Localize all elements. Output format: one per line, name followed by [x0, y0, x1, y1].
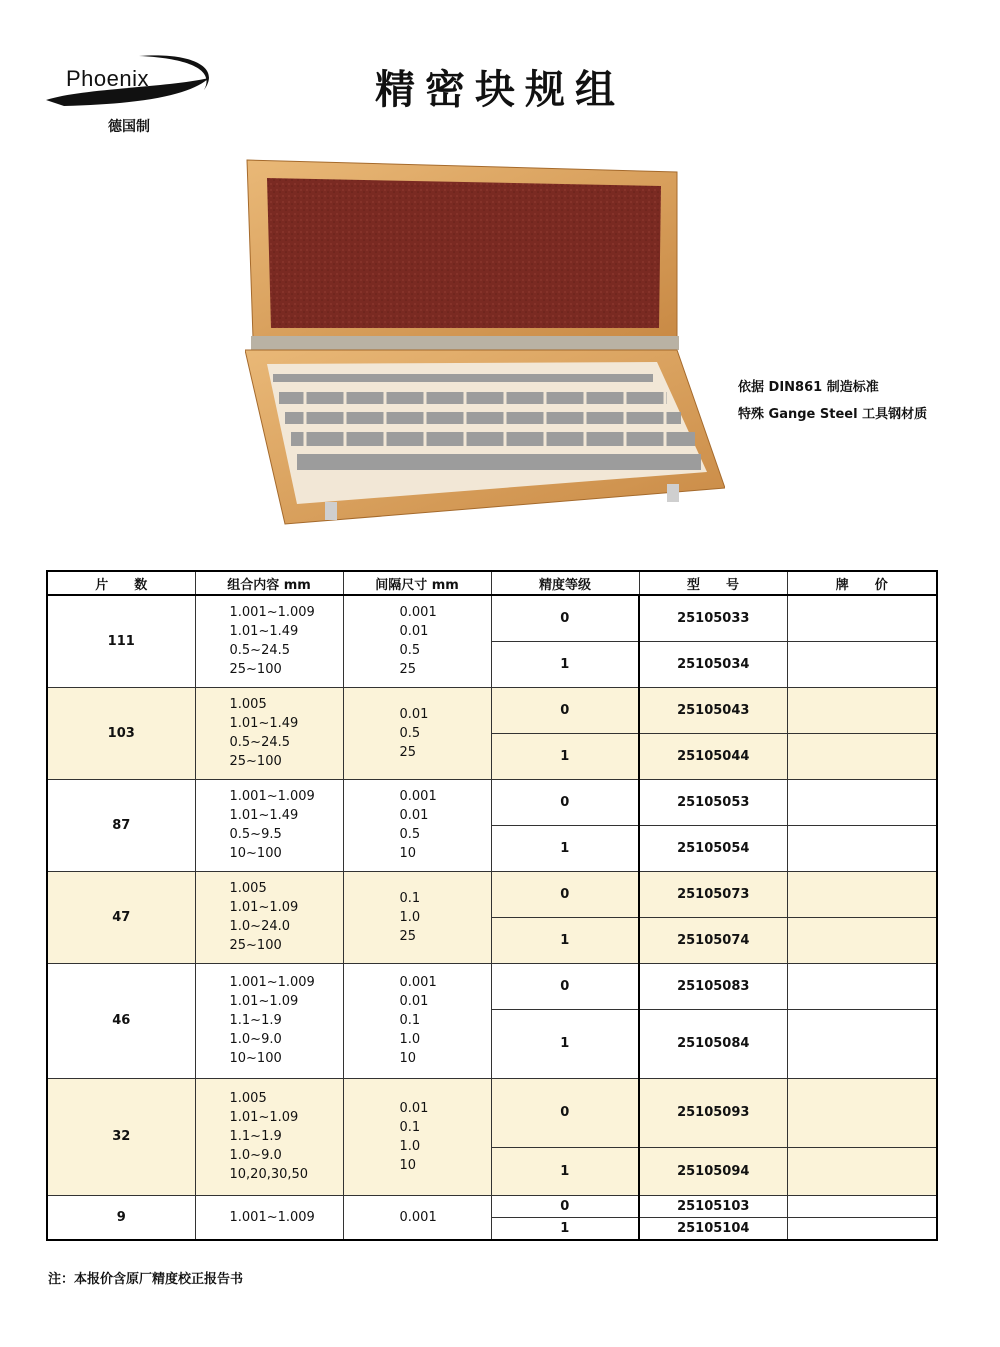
ranges-cell	[195, 871, 343, 963]
step-line: 0.001	[399, 975, 437, 990]
count-cell: 32	[47, 1078, 195, 1195]
step-line: 0.1	[399, 1013, 421, 1028]
range-line: 1.01~1.49	[229, 624, 299, 640]
spec-lines	[738, 374, 927, 428]
range-line: 1.001~1.009	[229, 605, 315, 621]
step-line: 0.001	[399, 605, 437, 621]
range-line: 1.01~1.09	[229, 1110, 299, 1125]
step-line: 1.0	[399, 1032, 421, 1047]
grade-cell: 1	[491, 641, 639, 687]
model-cell: 25105074	[639, 917, 787, 963]
model-cell: 25105053	[639, 779, 787, 825]
brand-name: Phoenix	[66, 66, 150, 91]
model-cell: 25105054	[639, 825, 787, 871]
grade-cell: 1	[491, 917, 639, 963]
range-line: 25~100	[229, 662, 282, 678]
ranges-cell	[195, 1195, 343, 1240]
model-cell: 25105104	[639, 1217, 787, 1240]
grade-cell: 1	[491, 733, 639, 779]
header-count: 片 数	[47, 571, 195, 595]
step-line: 25	[399, 662, 417, 678]
grade-cell: 0	[491, 687, 639, 733]
model-cell: 25105083	[639, 963, 787, 1009]
table-row	[47, 1195, 937, 1217]
range-line: 1.01~1.09	[229, 900, 299, 915]
price-cell	[787, 917, 937, 963]
header-grade: 精度等级	[491, 571, 639, 595]
spec-standard: 依据 DIN861 制造标准	[738, 380, 879, 395]
brand-subtitle: 德国制	[108, 119, 150, 135]
range-line: 1.005	[229, 697, 267, 712]
price-cell	[787, 687, 937, 733]
step-line: 0.01	[399, 808, 429, 823]
range-line: 1.01~1.09	[229, 994, 299, 1009]
range-line: 1.001~1.009	[229, 1209, 315, 1225]
model-cell: 25105094	[639, 1147, 787, 1195]
range-line: 10~100	[229, 846, 282, 861]
model-cell: 25105043	[639, 687, 787, 733]
price-cell	[787, 733, 937, 779]
table-row	[47, 871, 937, 917]
step-line: 25	[399, 928, 417, 944]
step-line: 0.5	[399, 827, 421, 842]
step-line: 1.0	[399, 909, 421, 925]
range-line: 1.1~1.9	[229, 1013, 282, 1028]
step-line: 0.01	[399, 994, 429, 1009]
price-cell	[787, 1195, 937, 1217]
range-line: 1.0~9.0	[229, 1148, 282, 1163]
range-line: 25~100	[229, 754, 282, 769]
grade-cell: 0	[491, 1195, 639, 1217]
grade-cell: 0	[491, 871, 639, 917]
count-cell: 103	[47, 687, 195, 779]
step-line: 0.1	[399, 1119, 421, 1135]
count-cell: 9	[47, 1195, 195, 1240]
range-line: 0.5~24.5	[229, 643, 291, 659]
table-row	[47, 1078, 937, 1147]
grade-cell: 1	[491, 1217, 639, 1240]
page-title: 精密块规组	[375, 66, 625, 113]
header-price: 牌 价	[787, 571, 937, 595]
count-cell: 111	[47, 595, 195, 687]
table-body	[47, 595, 937, 1240]
grade-cell: 0	[491, 595, 639, 641]
header-steps: 间隔尺寸 mm	[343, 571, 491, 595]
steps-cell	[343, 779, 491, 871]
step-line: 10	[399, 1051, 417, 1066]
grade-cell: 0	[491, 1078, 639, 1147]
model-cell: 25105073	[639, 871, 787, 917]
range-line: 1.005	[229, 1091, 267, 1106]
range-line: 1.0~24.0	[229, 919, 291, 934]
table-header-row	[47, 571, 937, 595]
price-cell	[787, 779, 937, 825]
range-line: 1.005	[229, 881, 267, 896]
step-line: 0.1	[399, 890, 421, 906]
steps-cell	[343, 1078, 491, 1195]
price-table	[46, 570, 938, 1241]
price-cell	[787, 641, 937, 687]
step-line: 10	[399, 1157, 417, 1173]
range-line: 25~100	[229, 938, 282, 953]
step-line: 0.001	[399, 1209, 437, 1225]
table-row	[47, 779, 937, 825]
steps-cell	[343, 963, 491, 1078]
model-cell: 25105044	[639, 733, 787, 779]
price-cell	[787, 825, 937, 871]
footnote: 注：本报价含原厂精度校正报告书	[48, 1272, 244, 1287]
steps-cell	[343, 1195, 491, 1240]
grade-cell: 1	[491, 825, 639, 871]
spec-material: 特殊 Gange Steel 工具钢材质	[738, 407, 928, 422]
price-cell	[787, 595, 937, 641]
ranges-cell	[195, 779, 343, 871]
model-cell: 25105084	[639, 1009, 787, 1078]
step-line: 0.5	[399, 725, 421, 741]
model-cell: 25105033	[639, 595, 787, 641]
ranges-cell	[195, 595, 343, 687]
step-line: 0.001	[399, 789, 437, 804]
range-line: 0.5~9.5	[229, 827, 282, 842]
ranges-cell	[195, 963, 343, 1078]
table-row	[47, 687, 937, 733]
step-line: 0.01	[399, 706, 429, 722]
table-row	[47, 963, 937, 1009]
ranges-cell	[195, 1078, 343, 1195]
range-line: 1.01~1.49	[229, 808, 299, 823]
step-line: 25	[399, 744, 417, 760]
step-line: 0.5	[399, 643, 421, 659]
step-line: 10	[399, 846, 417, 861]
price-cell	[787, 963, 937, 1009]
ranges-cell	[195, 687, 343, 779]
count-cell: 87	[47, 779, 195, 871]
model-cell: 25105034	[639, 641, 787, 687]
grade-cell: 0	[491, 963, 639, 1009]
price-cell	[787, 1009, 937, 1078]
count-cell: 46	[47, 963, 195, 1078]
range-line: 1.1~1.9	[229, 1129, 282, 1144]
steps-cell	[343, 687, 491, 779]
model-cell: 25105103	[639, 1195, 787, 1217]
range-line: 1.0~9.0	[229, 1032, 282, 1047]
range-line: 10,20,30,50	[229, 1167, 309, 1182]
price-cell	[787, 871, 937, 917]
range-line: 1.001~1.009	[229, 789, 315, 804]
price-cell	[787, 1147, 937, 1195]
range-line: 0.5~24.5	[229, 735, 291, 750]
grade-cell: 1	[491, 1009, 639, 1078]
header-ranges: 组合内容 mm	[195, 571, 343, 595]
step-line: 0.01	[399, 1100, 429, 1116]
model-cell: 25105093	[639, 1078, 787, 1147]
range-line: 10~100	[229, 1051, 282, 1066]
step-line: 1.0	[399, 1138, 421, 1154]
steps-cell	[343, 595, 491, 687]
range-line: 1.001~1.009	[229, 975, 315, 990]
price-cell	[787, 1217, 937, 1240]
grade-cell: 1	[491, 1147, 639, 1195]
range-line: 1.01~1.49	[229, 716, 299, 731]
grade-cell: 0	[491, 779, 639, 825]
gauge-block-set-image	[245, 152, 725, 534]
count-cell: 47	[47, 871, 195, 963]
step-line: 0.01	[399, 624, 429, 640]
price-cell	[787, 1078, 937, 1147]
header-model: 型 号	[639, 571, 787, 595]
steps-cell	[343, 871, 491, 963]
table-row	[47, 595, 937, 641]
